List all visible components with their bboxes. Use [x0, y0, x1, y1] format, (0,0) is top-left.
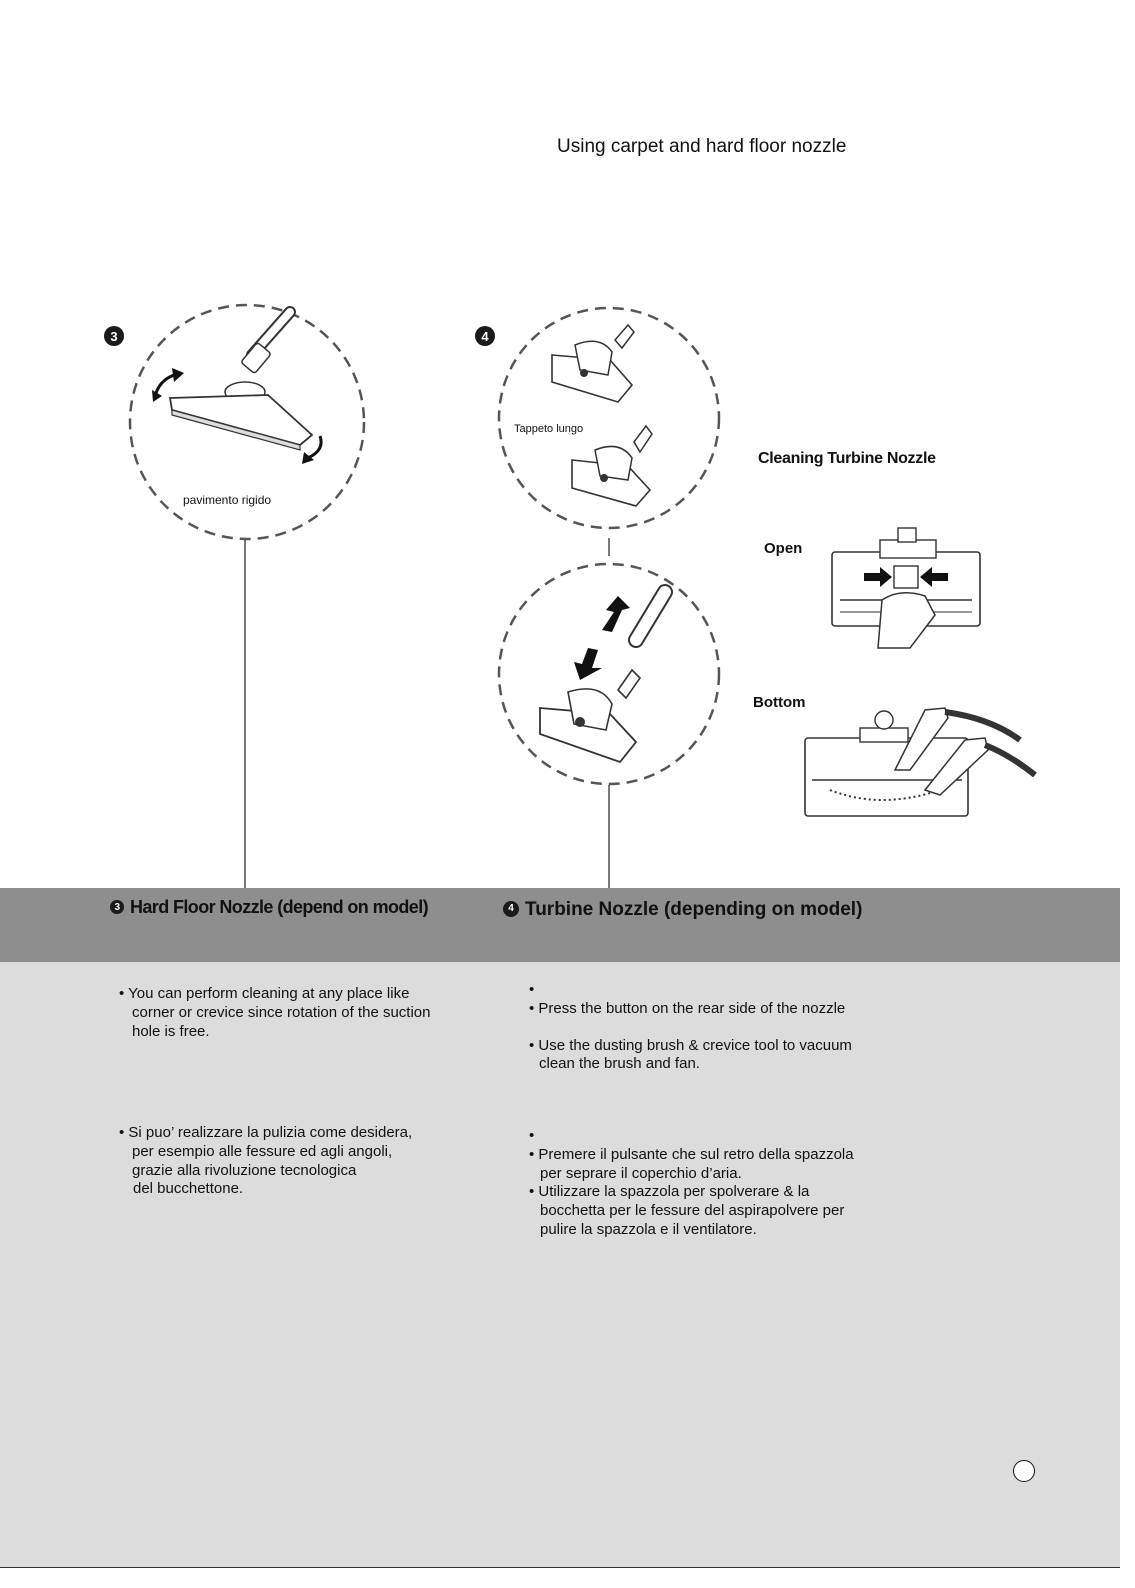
hard-floor-heading-text: Hard Floor Nozzle (depend on model)	[130, 897, 428, 917]
text-line: • You can perform cleaning at any place like	[119, 985, 410, 1002]
heading-3-badge: 3	[110, 900, 124, 914]
text-line: •	[529, 981, 535, 998]
text-line: clean the brush and fan.	[539, 1055, 700, 1073]
text-line: per seprare il coperchio d’aria.	[540, 1164, 742, 1182]
turbine-nozzle-illustration-bottom	[499, 564, 719, 888]
hard-floor-english	[119, 985, 430, 1041]
hard-floor-italian	[119, 1124, 412, 1199]
turbine-italian	[529, 1127, 854, 1240]
bottom-label: Bottom	[753, 694, 806, 711]
hard-floor-nozzle-illustration	[130, 305, 364, 888]
turbine-heading	[503, 899, 862, 921]
turbine-english	[529, 981, 852, 1074]
heading-4-badge: 4	[503, 901, 519, 917]
text-line: • Si puo’ realizzare la pulizia come desidera,	[119, 1124, 413, 1141]
text-line: bocchetta per le fessure del aspirapolvere per	[540, 1202, 845, 1220]
page-title: Using carpet and hard floor nozzle	[557, 136, 847, 157]
text-line: per esempio alle fessure ed agli angoli,	[132, 1142, 393, 1160]
open-label: Open	[764, 540, 803, 557]
hard-floor-heading	[110, 897, 428, 918]
text-line: hole is free.	[132, 1022, 210, 1040]
cleaning-turbine-heading: Cleaning Turbine Nozzle	[758, 450, 936, 467]
open-cover-illustration	[832, 528, 980, 648]
text-line: grazie alla rivoluzione tecnologica	[132, 1161, 357, 1179]
page-number-circle	[1013, 1460, 1035, 1482]
step-3-badge: 3	[104, 326, 124, 346]
step-4-badge: 4	[475, 326, 495, 346]
text-line: • Premere il pulsante che sul retro della spazzola	[529, 1145, 854, 1163]
hard-floor-caption: pavimento rigido	[183, 493, 272, 507]
text-line: • Use the dusting brush & crevice tool to vacuum	[529, 1036, 852, 1054]
text-line: del bucchettone.	[133, 1180, 244, 1198]
bottom-cleaning-illustration	[805, 708, 1035, 816]
text-line: •	[529, 1127, 535, 1144]
text-line: • Press the button on the rear side of the nozzle	[529, 999, 846, 1017]
text-line: corner or crevice since rotation of the suction	[132, 1003, 431, 1021]
text-line: pulire la spazzola e il ventilatore.	[540, 1220, 757, 1238]
carpet-caption: Tappeto lungo	[514, 423, 584, 435]
bottom-rule	[0, 1567, 1120, 1568]
text-line: • Utilizzare la spazzola per spolverare & la	[529, 1183, 810, 1201]
turbine-heading-text: Turbine Nozzle (depending on model)	[525, 899, 863, 920]
